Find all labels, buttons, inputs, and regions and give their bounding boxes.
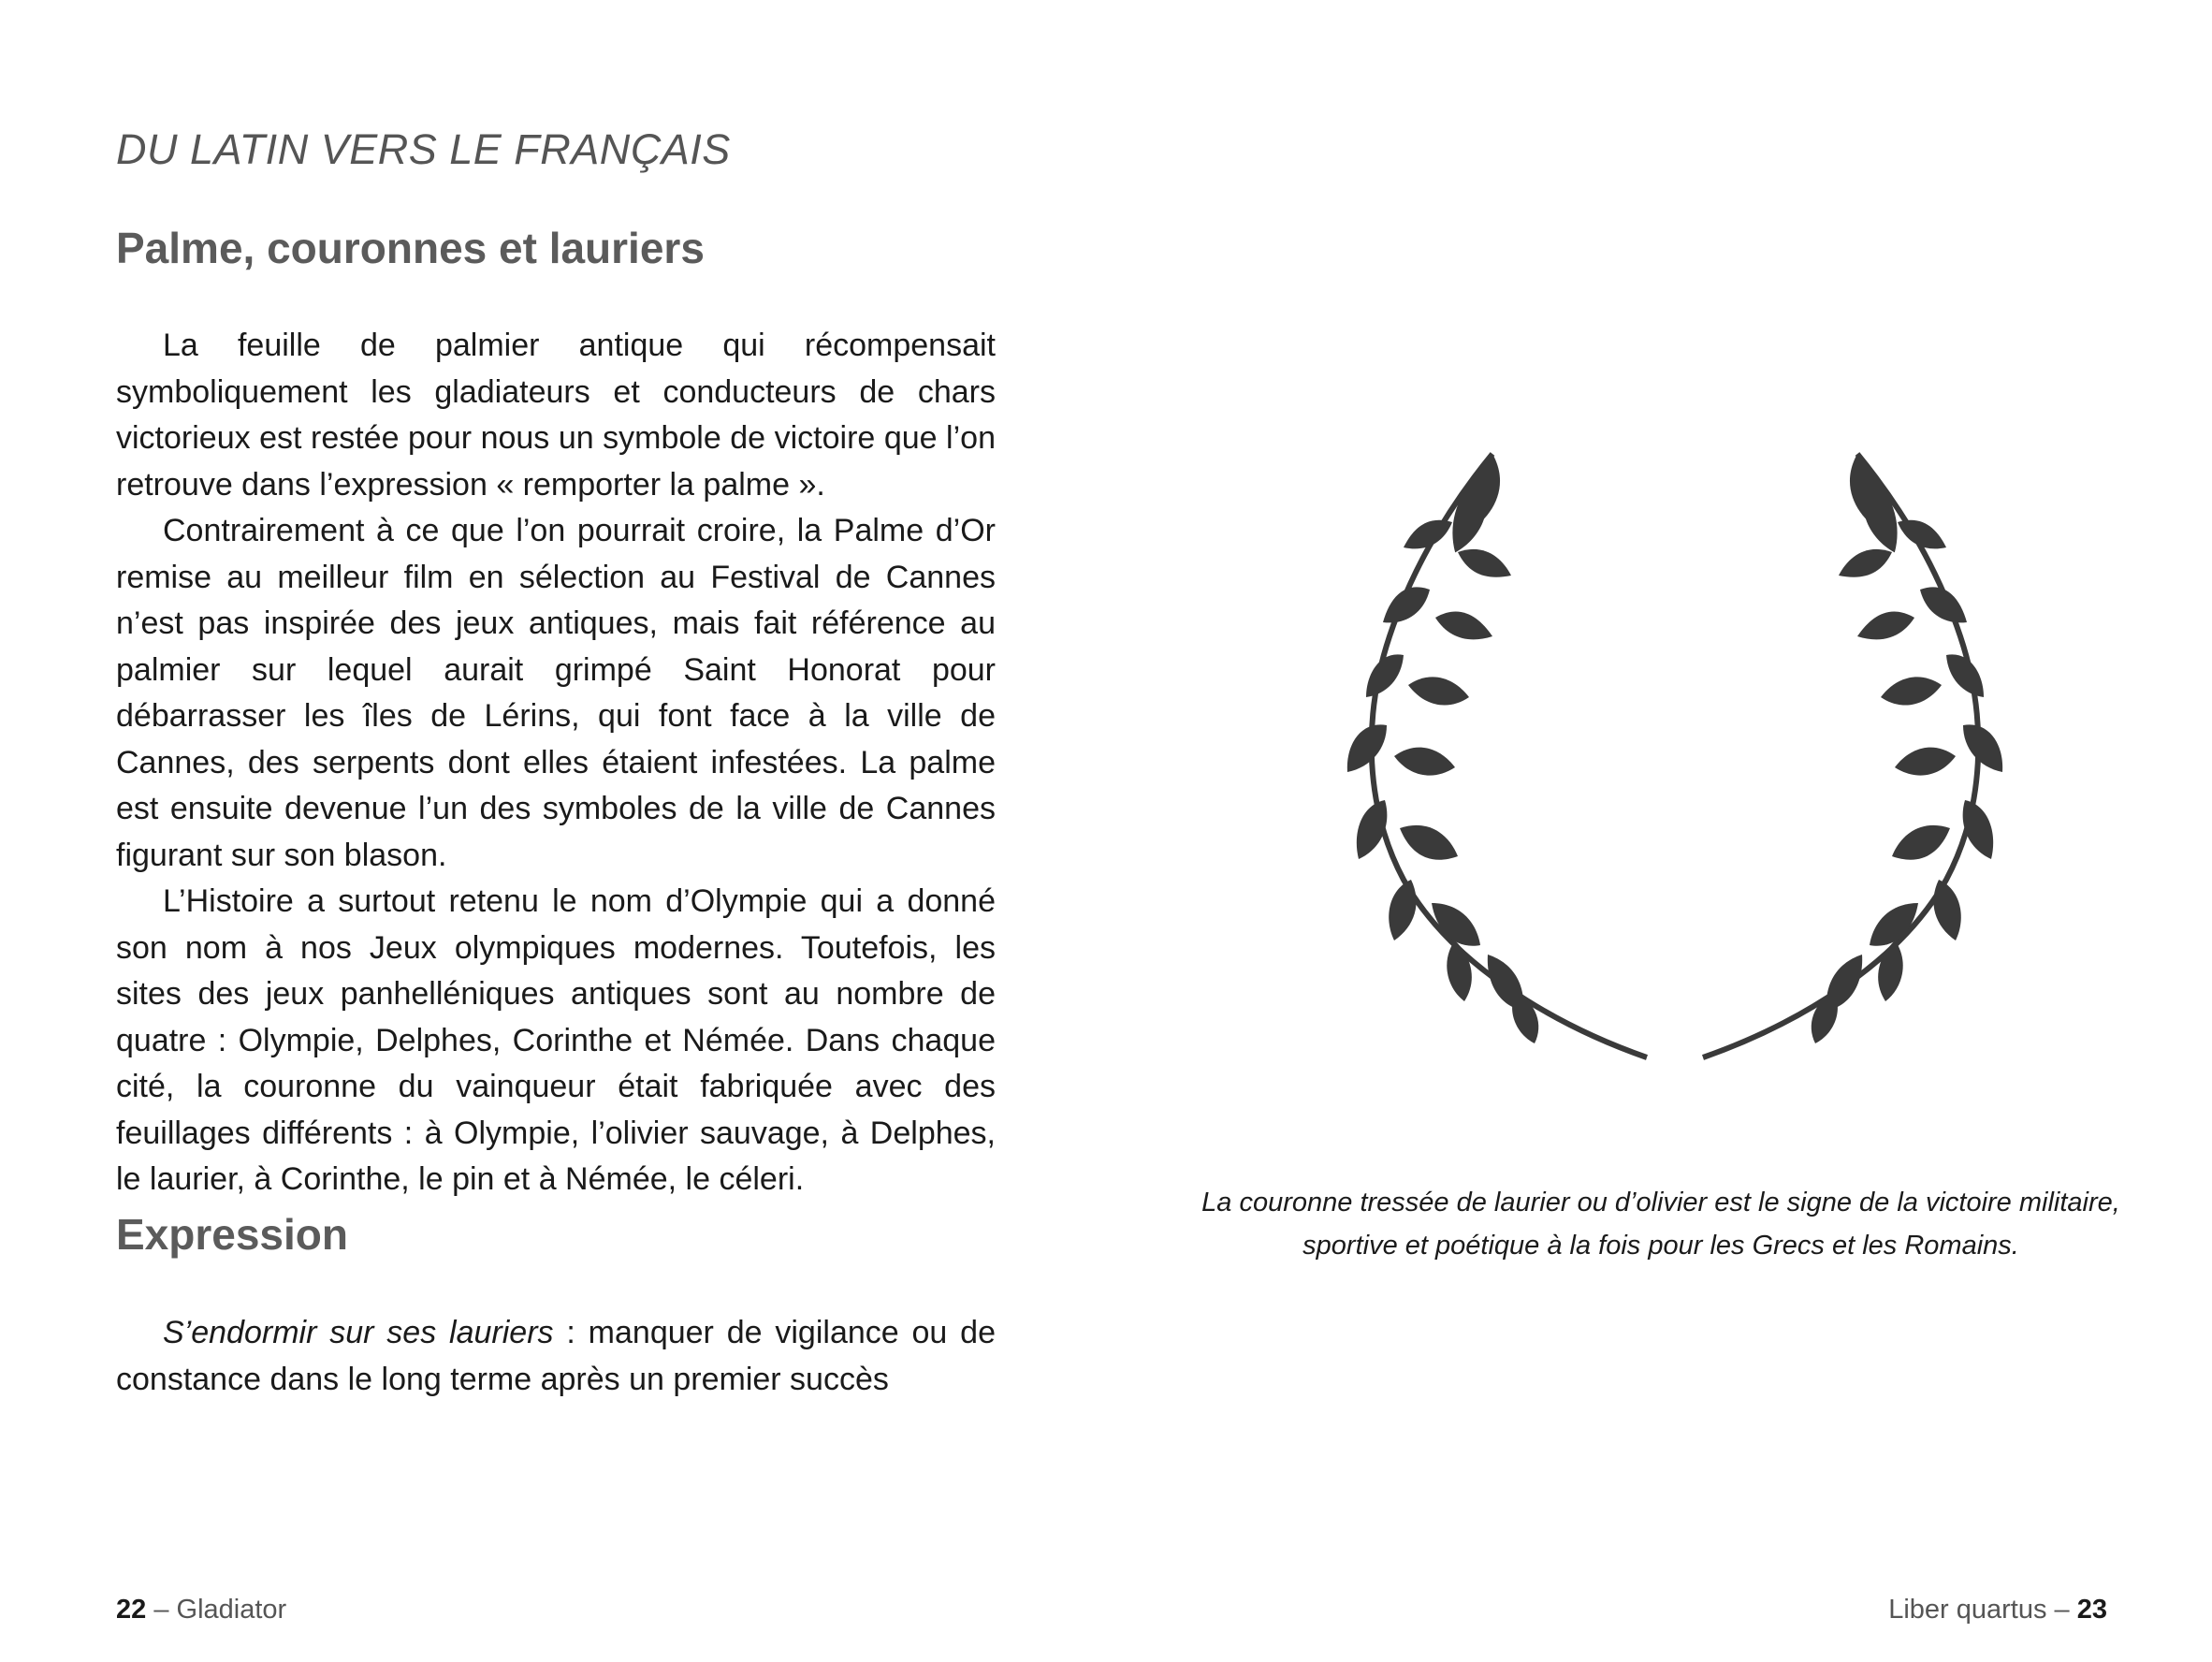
laurel-wreath-icon	[1338, 440, 2012, 1086]
section-kicker: DU LATIN VERS LE FRANÇAIS	[116, 125, 731, 173]
paragraph-3: L’Histoire a surtout retenu le nom d’Olympie qui a donné son nom à nos Jeux olympiques modernes. Toutefois, les sites des jeux panhelléniques antiques sont au nombre de quatre : Olympie, Delphes, Corinthe et Némée. Dans chaque cité, la couronne du vainqueur était fabriquée avec des feuillages différents : à Olympie, l’olivier sauvage, à Delphes, le laurier, à Corinthe, le pin et à Némée, le céleri.	[116, 883, 996, 1197]
paragraph-1: La feuille de palmier antique qui récompensait symboliquement les gladiateurs et conducteurs de chars victorieux est restée pour nous un symbole de victoire que l’on retrouve dans l’expression « remporter la palme ».	[116, 328, 996, 503]
expression-definition: : manquer de vigilance ou de constance dans le long terme après un premier succès	[116, 1315, 996, 1397]
left-page	[116, 112, 996, 1397]
expression-paragraph	[116, 1310, 996, 1403]
caption-line-1: La couronne tressée de laurier ou d’olivier est le signe de la victoire militaire,	[1201, 1188, 2120, 1217]
folio-right	[1888, 1595, 2107, 1626]
caption-line-2: sportive et poétique à la fois pour les Grecs et les Romains.	[1302, 1231, 2019, 1261]
expression-heading: Expression	[116, 1210, 348, 1259]
paragraph-2: Contrairement à ce que l’on pourrait croire, la Palme d’Or remise au meilleur film en sélection au Festival de Cannes n’est pas inspirée des jeux antiques, mais fait référence au palmier sur lequel aurait grimpé Saint Honorat pour débarrasser les îles de Lérins, qui font face à la ville de Cannes, des serpents dont elles étaient infestées. La palme est ensuite devenue l’un des symboles de la ville de Cannes figurant sur son blason.	[116, 513, 996, 873]
folio-left	[116, 1595, 286, 1626]
body-text	[116, 323, 996, 1203]
running-title-left: – Gladiator	[146, 1595, 287, 1625]
page-number-left: 22	[116, 1595, 147, 1625]
expression-block	[116, 1310, 996, 1403]
figure-caption	[1198, 1181, 2124, 1267]
running-title-right: Liber quartus –	[1888, 1595, 2077, 1625]
page-number-right: 23	[2076, 1595, 2107, 1625]
page-title: Palme, couronnes et lauriers	[116, 224, 705, 272]
expression-term: S’endormir sur ses lauriers	[163, 1315, 554, 1350]
